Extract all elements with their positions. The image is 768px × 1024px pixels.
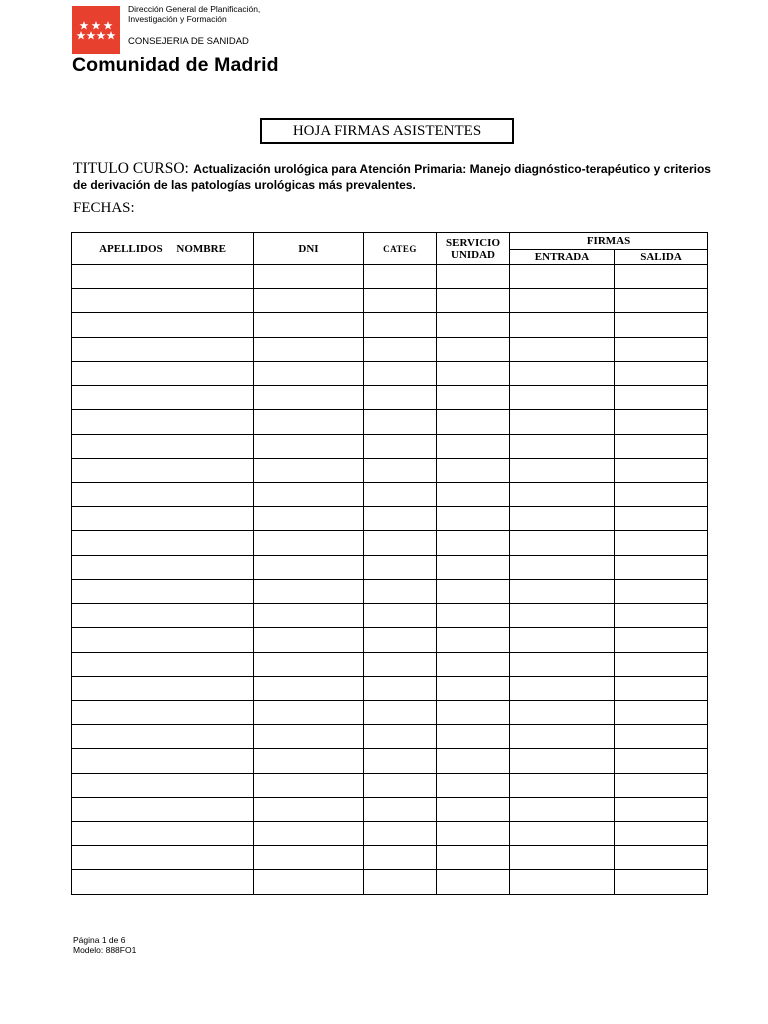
entry-signature-cell[interactable]: [510, 555, 615, 579]
service-cell[interactable]: [437, 434, 510, 458]
dni-cell[interactable]: [254, 434, 364, 458]
service-cell[interactable]: [437, 822, 510, 846]
dni-cell[interactable]: [254, 313, 364, 337]
entry-signature-cell[interactable]: [510, 700, 615, 724]
dni-cell[interactable]: [254, 386, 364, 410]
exit-signature-cell[interactable]: [615, 265, 708, 289]
categ-cell[interactable]: [364, 579, 437, 603]
dni-cell[interactable]: [254, 870, 364, 895]
dni-cell[interactable]: [254, 361, 364, 385]
table-row: [72, 337, 708, 361]
table-row: [72, 604, 708, 628]
star-icon: [87, 31, 96, 40]
table-row: [72, 434, 708, 458]
exit-signature-cell[interactable]: [615, 410, 708, 434]
categ-cell[interactable]: [364, 628, 437, 652]
name-cell[interactable]: [72, 555, 254, 579]
dni-cell[interactable]: [254, 289, 364, 313]
service-cell[interactable]: [437, 725, 510, 749]
dni-cell[interactable]: [254, 482, 364, 506]
table-row: [72, 822, 708, 846]
comunidad-madrid-logo-icon: [72, 6, 120, 54]
categ-cell[interactable]: [364, 531, 437, 555]
exit-signature-cell[interactable]: [615, 652, 708, 676]
exit-signature-cell[interactable]: [615, 482, 708, 506]
dni-cell[interactable]: [254, 531, 364, 555]
dni-cell[interactable]: [254, 749, 364, 773]
dni-cell[interactable]: [254, 725, 364, 749]
stars-icon: [72, 6, 120, 54]
dni-cell[interactable]: [254, 676, 364, 700]
categ-cell[interactable]: [364, 555, 437, 579]
categ-cell[interactable]: [364, 725, 437, 749]
name-cell[interactable]: [72, 531, 254, 555]
name-cell[interactable]: [72, 870, 254, 895]
entry-signature-cell[interactable]: [510, 531, 615, 555]
service-label-line1: SERVICIO: [445, 236, 501, 249]
service-cell[interactable]: [437, 652, 510, 676]
table-row: [72, 265, 708, 289]
categ-cell[interactable]: [364, 797, 437, 821]
service-cell[interactable]: [437, 386, 510, 410]
org-line-2: Investigación y Formación: [128, 14, 227, 24]
name-cell[interactable]: [72, 628, 254, 652]
categ-cell[interactable]: [364, 458, 437, 482]
categ-cell[interactable]: [364, 386, 437, 410]
org-line-1: Dirección General de Planificación,: [128, 4, 261, 14]
service-cell[interactable]: [437, 604, 510, 628]
categ-cell[interactable]: [364, 676, 437, 700]
exit-signature-cell[interactable]: [615, 361, 708, 385]
table-row: [72, 458, 708, 482]
name-cell[interactable]: [72, 700, 254, 724]
exit-signature-cell[interactable]: [615, 822, 708, 846]
table-row: [72, 628, 708, 652]
entry-signature-cell[interactable]: [510, 773, 615, 797]
name-cell[interactable]: [72, 773, 254, 797]
categ-cell[interactable]: [364, 749, 437, 773]
name-cell[interactable]: [72, 313, 254, 337]
exit-signature-cell[interactable]: [615, 531, 708, 555]
categ-cell[interactable]: [364, 870, 437, 895]
table-row: [72, 386, 708, 410]
table-row: [72, 410, 708, 434]
page-footer: [73, 935, 136, 955]
service-cell[interactable]: [437, 700, 510, 724]
table-row: [72, 361, 708, 385]
course-label: TITULO CURSO:: [73, 160, 189, 177]
entry-signature-cell[interactable]: [510, 386, 615, 410]
categ-cell[interactable]: [364, 361, 437, 385]
star-icon: [80, 21, 89, 30]
categ-cell[interactable]: [364, 700, 437, 724]
entry-signature-cell[interactable]: [510, 265, 615, 289]
entry-signature-cell[interactable]: [510, 434, 615, 458]
table-row: [72, 749, 708, 773]
star-icon: [97, 31, 106, 40]
categ-cell[interactable]: [364, 434, 437, 458]
dni-cell[interactable]: [254, 700, 364, 724]
form-model: Modelo: 888FO1: [73, 945, 137, 955]
exit-signature-cell[interactable]: [615, 434, 708, 458]
entry-signature-cell[interactable]: [510, 652, 615, 676]
entry-signature-cell[interactable]: [510, 289, 615, 313]
exit-signature-cell[interactable]: [615, 676, 708, 700]
service-cell[interactable]: [437, 507, 510, 531]
categ-cell[interactable]: [364, 822, 437, 846]
name-cell[interactable]: [72, 579, 254, 603]
service-cell[interactable]: [437, 555, 510, 579]
entry-signature-cell[interactable]: [510, 507, 615, 531]
name-cell[interactable]: [72, 676, 254, 700]
name-cell[interactable]: [72, 386, 254, 410]
exit-signature-cell[interactable]: [615, 458, 708, 482]
service-cell[interactable]: [437, 289, 510, 313]
name-cell[interactable]: [72, 361, 254, 385]
star-icon: [77, 31, 86, 40]
service-cell[interactable]: [437, 531, 510, 555]
exit-signature-cell[interactable]: [615, 700, 708, 724]
table-row: [72, 725, 708, 749]
entry-signature-cell[interactable]: [510, 822, 615, 846]
entry-signature-cell[interactable]: [510, 749, 615, 773]
table-row: [72, 313, 708, 337]
dni-cell[interactable]: [254, 773, 364, 797]
table-row: [72, 797, 708, 821]
table-row: [72, 555, 708, 579]
service-cell[interactable]: [437, 337, 510, 361]
exit-signature-cell[interactable]: [615, 555, 708, 579]
exit-signature-cell[interactable]: [615, 628, 708, 652]
entry-signature-cell[interactable]: [510, 604, 615, 628]
name-cell[interactable]: [72, 289, 254, 313]
star-icon: [92, 21, 101, 30]
document-title-text: HOJA FIRMAS ASISTENTES: [292, 122, 482, 139]
name-cell[interactable]: [72, 410, 254, 434]
service-cell[interactable]: [437, 482, 510, 506]
column-header-dni: DNI: [254, 233, 364, 265]
dates-label: FECHAS:: [73, 200, 135, 216]
dni-cell[interactable]: [254, 652, 364, 676]
column-header-service: [437, 233, 510, 265]
exit-signature-cell[interactable]: [615, 337, 708, 361]
entry-signature-cell[interactable]: [510, 579, 615, 603]
exit-signature-cell[interactable]: [615, 725, 708, 749]
name-cell[interactable]: [72, 749, 254, 773]
dni-cell[interactable]: [254, 410, 364, 434]
dni-cell[interactable]: [254, 458, 364, 482]
entry-signature-cell[interactable]: [510, 458, 615, 482]
service-cell[interactable]: [437, 313, 510, 337]
document-title: [260, 118, 514, 144]
service-label-line2: UNIDAD: [451, 248, 495, 261]
name-cell[interactable]: [72, 507, 254, 531]
exit-signature-cell[interactable]: [615, 386, 708, 410]
categ-cell[interactable]: [364, 773, 437, 797]
categ-cell[interactable]: [364, 507, 437, 531]
exit-signature-cell[interactable]: [615, 604, 708, 628]
table-row: [72, 676, 708, 700]
categ-cell[interactable]: [364, 337, 437, 361]
service-cell[interactable]: [437, 870, 510, 895]
dni-cell[interactable]: [254, 797, 364, 821]
entry-signature-cell[interactable]: [510, 846, 615, 870]
column-header-signatures: FIRMAS: [510, 233, 708, 250]
name-cell[interactable]: [72, 458, 254, 482]
name-cell[interactable]: [72, 797, 254, 821]
service-cell[interactable]: [437, 458, 510, 482]
categ-cell[interactable]: [364, 482, 437, 506]
table-row: [72, 289, 708, 313]
categ-cell[interactable]: [364, 846, 437, 870]
star-icon: [107, 31, 116, 40]
table-row: [72, 507, 708, 531]
page-number: Página 1 de 6: [73, 935, 126, 945]
column-header-entry: ENTRADA: [510, 250, 615, 265]
department-name: CONSEJERIA DE SANIDAD: [128, 36, 249, 47]
name-cell[interactable]: [72, 434, 254, 458]
service-cell[interactable]: [437, 410, 510, 434]
course-info: [73, 161, 713, 193]
service-cell[interactable]: [437, 361, 510, 385]
dni-cell[interactable]: [254, 555, 364, 579]
name-cell[interactable]: [72, 652, 254, 676]
service-cell[interactable]: [437, 749, 510, 773]
service-cell[interactable]: [437, 579, 510, 603]
categ-cell[interactable]: [364, 652, 437, 676]
entry-signature-cell[interactable]: [510, 361, 615, 385]
table-row: [72, 482, 708, 506]
exit-signature-cell[interactable]: [615, 749, 708, 773]
service-cell[interactable]: [437, 797, 510, 821]
entry-signature-cell[interactable]: [510, 797, 615, 821]
service-cell[interactable]: [437, 846, 510, 870]
dni-cell[interactable]: [254, 604, 364, 628]
entry-signature-cell[interactable]: [510, 870, 615, 895]
entry-signature-cell[interactable]: [510, 482, 615, 506]
categ-cell[interactable]: [364, 604, 437, 628]
dni-cell[interactable]: [254, 579, 364, 603]
table-row: [72, 846, 708, 870]
entry-signature-cell[interactable]: [510, 628, 615, 652]
dni-cell[interactable]: [254, 628, 364, 652]
column-header-exit: SALIDA: [615, 250, 708, 265]
name-cell[interactable]: [72, 822, 254, 846]
dni-cell[interactable]: [254, 822, 364, 846]
column-header-name: APELLIDOS NOMBRE: [72, 233, 254, 265]
entry-signature-cell[interactable]: [510, 410, 615, 434]
star-icon: [104, 21, 113, 30]
exit-signature-cell[interactable]: [615, 870, 708, 895]
exit-signature-cell[interactable]: [615, 289, 708, 313]
service-cell[interactable]: [437, 265, 510, 289]
dni-cell[interactable]: [254, 846, 364, 870]
column-header-categ: CATEG: [364, 233, 437, 265]
course-title: Actualización urológica para Atención Primaria: Manejo diagnóstico-terapéutico y criterios de derivación de las patologías urológicas más prevalentes.: [73, 162, 711, 192]
table-row: [72, 700, 708, 724]
exit-signature-cell[interactable]: [615, 797, 708, 821]
table-row: [72, 652, 708, 676]
exit-signature-cell[interactable]: [615, 773, 708, 797]
categ-cell[interactable]: [364, 313, 437, 337]
entry-signature-cell[interactable]: [510, 676, 615, 700]
categ-cell[interactable]: [364, 265, 437, 289]
entry-signature-cell[interactable]: [510, 313, 615, 337]
service-cell[interactable]: [437, 676, 510, 700]
table-row: [72, 531, 708, 555]
categ-cell[interactable]: [364, 410, 437, 434]
name-cell[interactable]: [72, 846, 254, 870]
table-row: [72, 773, 708, 797]
exit-signature-cell[interactable]: [615, 507, 708, 531]
name-cell[interactable]: [72, 725, 254, 749]
name-cell[interactable]: [72, 482, 254, 506]
signature-table: [71, 232, 708, 895]
dni-cell[interactable]: [254, 507, 364, 531]
table-row: [72, 870, 708, 895]
categ-cell[interactable]: [364, 289, 437, 313]
entry-signature-cell[interactable]: [510, 337, 615, 361]
service-cell[interactable]: [437, 773, 510, 797]
name-cell[interactable]: [72, 604, 254, 628]
exit-signature-cell[interactable]: [615, 313, 708, 337]
table-row: [72, 579, 708, 603]
exit-signature-cell[interactable]: [615, 579, 708, 603]
exit-signature-cell[interactable]: [615, 846, 708, 870]
name-cell[interactable]: [72, 337, 254, 361]
brand-name: Comunidad de Madrid: [72, 54, 279, 76]
entry-signature-cell[interactable]: [510, 725, 615, 749]
dni-cell[interactable]: [254, 337, 364, 361]
service-cell[interactable]: [437, 628, 510, 652]
dni-cell[interactable]: [254, 265, 364, 289]
name-cell[interactable]: [72, 265, 254, 289]
